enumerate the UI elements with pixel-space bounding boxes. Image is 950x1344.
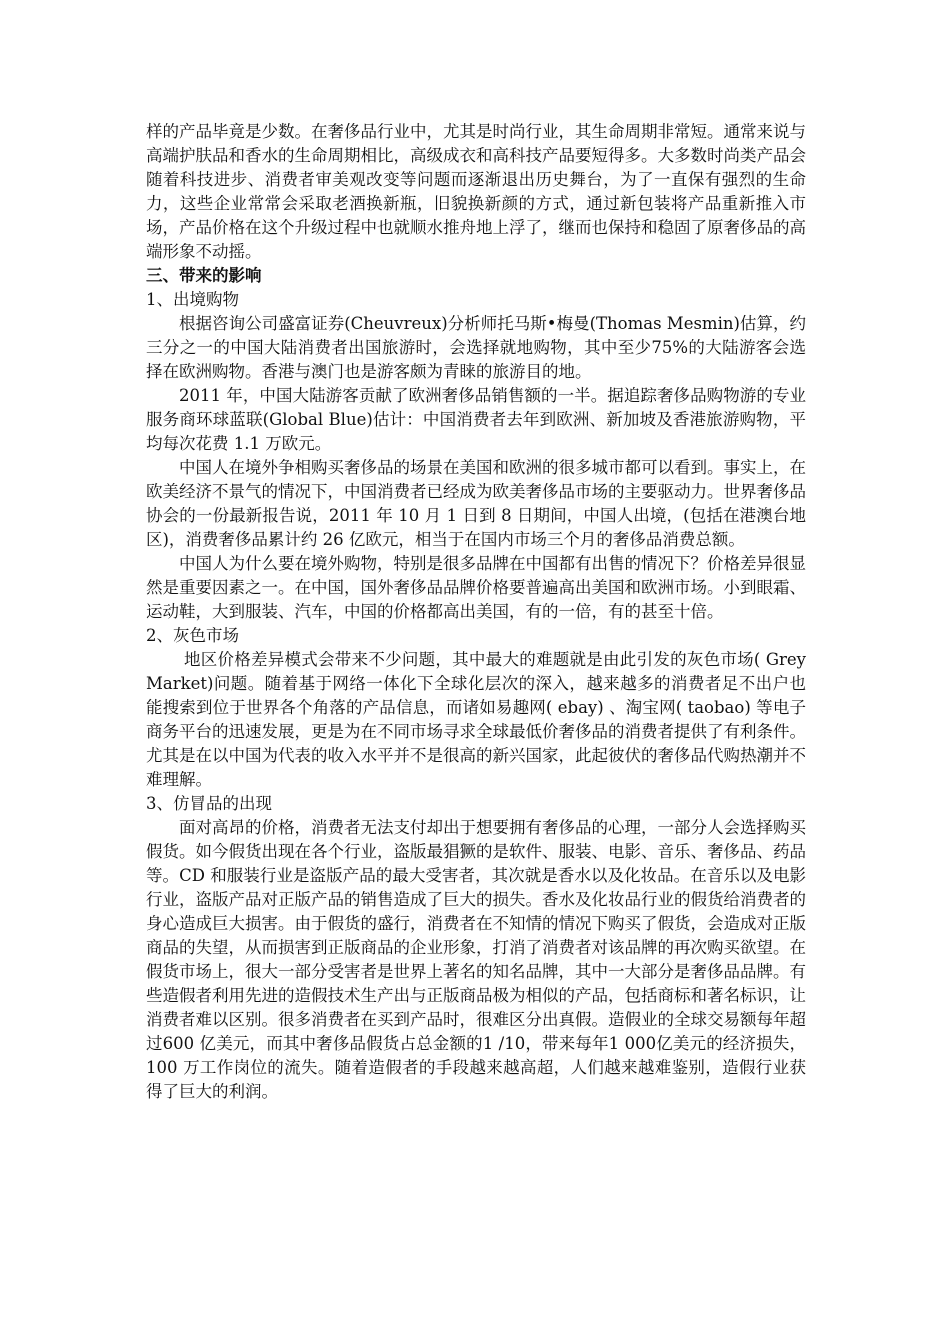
intro-paragraph: 样的产品毕竟是少数。在奢侈品行业中，尤其是时尚行业，其生命周期非常短。通常来说与高端护肤品和香水的生命周期相比，高级成衣和高科技产品要短得多。大多数时尚类产品会随着科技进步、消费者审美观改变等问题而逐渐退出历史舞台，为了一直保有强烈的生命力，这些企业常常会采取老酒换新瓶，旧貌换新颜的方式，通过新包装将产品重新推入市场，产品价格在这个升级过程中也就顺水推舟地上浮了，继而也保持和稳固了原奢侈品的高端形象不动摇。 xyxy=(146,122,806,261)
paragraph: 中国人为什么要在境外购物，特别是很多品牌在中国都有出售的情况下？价格差异很显然是重要因素之一。在中国，国外奢侈品品牌价格要普遍高出美国和欧洲市场。小到眼霜、运动鞋，大到服装、汽车，中国的价格都高出美国，有的一倍，有的甚至十倍。 xyxy=(146,554,806,621)
paragraph: 中国人在境外争相购买奢侈品的场景在美国和欧洲的很多城市都可以看到。事实上，在欧美经济不景气的情况下，中国消费者已经成为欧美奢侈品市场的主要驱动力。世界奢侈品协会的一份最新报告说，2011 年 10 月 1 日到 8 日期间，中国人出境，(包括在港澳台地区)，消费奢侈品累计约 26 亿欧元，相当于在国内市场三个月的奢侈品消费总额。 xyxy=(146,458,806,549)
section-heading-impact: 三、带来的影响 xyxy=(146,266,262,285)
paragraph: 面对高昂的价格，消费者无法支付却出于想要拥有奢侈品的心理，一部分人会选择购买假货。如今假货出现在各个行业，盗版最猖獗的是软件、服装、电影、音乐、奢侈品、药品等。CD 和服装行业是盗版产品的最大受害者，其次就是香水以及化妆品。在音乐以及电影行业，盗版产品对正版产品的销售造成了巨大的损失。香水及化妆品行业的假货给消费者的身心造成巨大损害。由于假货的盛行，消费者在不知情的情况下购买了假货，会造成对正版商品的失望，从而损害到正版商品的企业形象，打消了消费者对该品牌的再次购买欲望。在假货市场上，很大一部分受害者是世界上著名的知名品牌，其中一大部分是奢侈品品牌。有些造假者利用先进的造假技术生产出与正版商品极为相似的产品，包括商标和著名标识，让消费者难以区别。很多消费者在买到产品时，很难区分出真假。造假业的全球交易额每年超过600 亿美元，而其中奢侈品假货占总金额的1 /10，带来每年1 000亿美元的经济损失，100 万工作岗位的流失。随着造假者的手段越来越高超，人们越来越难鉴别，造假行业获得了巨大的利润。 xyxy=(146,818,806,1101)
document-page xyxy=(146,120,806,1104)
subsection-title-grey-market: 2、灰色市场 xyxy=(146,626,239,645)
paragraph: 地区价格差异模式会带来不少问题，其中最大的难题就是由此引发的灰色市场( Grey Market)问题。随着基于网络一体化下全球化层次的深入，越来越多的消费者足不出户也能搜索到位于世界各个角落的产品信息，而诸如易趣网( ebay) 、淘宝网( taobao) 等电子商务平台的迅速发展，更是为在不同市场寻求全球最低价奢侈品的消费者提供了有利条件。尤其是在以中国为代表的收入水平并不是很高的新兴国家，此起彼伏的奢侈品代购热潮并不难理解。 xyxy=(146,650,806,789)
paragraph: 根据咨询公司盛富证券(Cheuvreux)分析师托马斯•梅曼(Thomas Mesmin)估算，约三分之一的中国大陆消费者出国旅游时，会选择就地购物，其中至少75%的大陆游客会选择在欧洲购物。香港与澳门也是游客颇为青睐的旅游目的地。 xyxy=(146,314,806,381)
subsection-title-counterfeits: 3、仿冒品的出现 xyxy=(146,794,272,813)
paragraph: 2011 年，中国大陆游客贡献了欧洲奢侈品销售额的一半。据追踪奢侈品购物游的专业服务商环球蓝联(Global Blue)估计：中国消费者去年到欧洲、新加坡及香港旅游购物，平均每次花费 1.1 万欧元。 xyxy=(146,386,806,453)
subsection-title-outbound-shopping: 1、出境购物 xyxy=(146,290,239,309)
